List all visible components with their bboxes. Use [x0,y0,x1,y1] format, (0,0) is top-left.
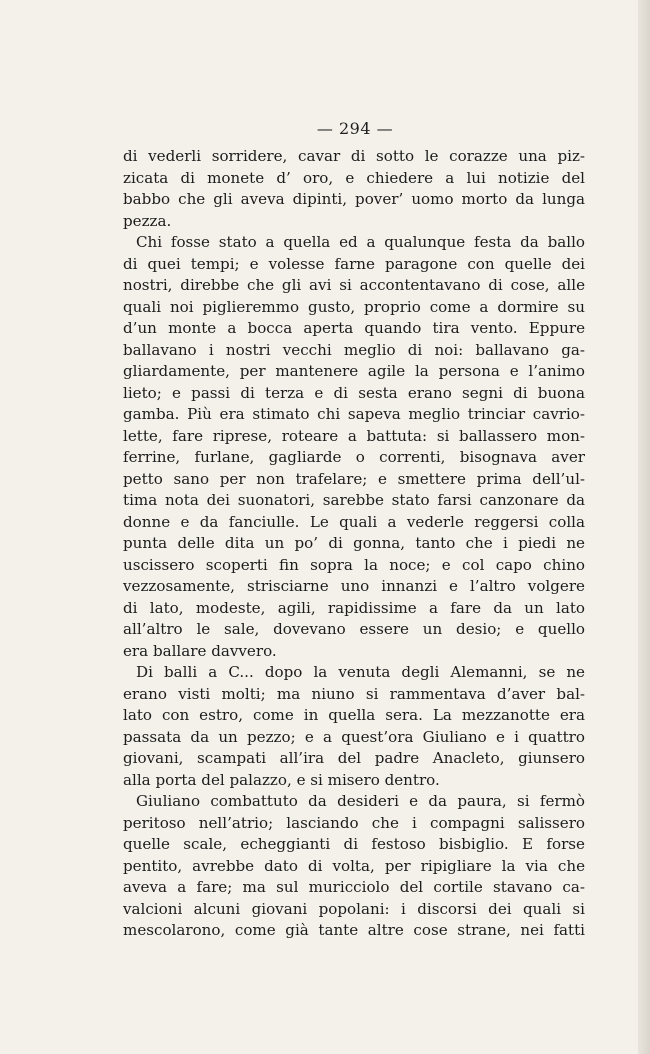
text-line: punta delle dita un po’ di gonna, tanto che i piedi ne [123,534,585,552]
text-line: ballavano i nostri vecchi meglio di noi: ballavano ga- [123,340,585,359]
text-line: erano visti molti; ma niuno si rammentava d’aver bal- [123,684,585,703]
text-line: lette, fare riprese, roteare a battuta: si ballassero mon- [123,426,585,445]
text-line: lieto; e passi di terza e di sesta erano segni di buona [123,383,585,402]
text-line: era ballare davvero. [123,641,277,660]
text-line: ferrine, furlane, gagliarde o correnti, bisognava aver [123,448,585,466]
text-line: quali noi piglieremmo gusto, proprio come a dormire su [123,297,585,316]
text-line: di quei tempi; e volesse farne paragone con quelle dei [123,254,585,273]
text-line: d’un monte a bocca aperta quando tira vento. Eppure [123,319,585,337]
text-line: babbo che gli aveva dipinti, pover’ uomo morto da lunga [123,190,585,208]
text-line: all’altro le sale, dovevano essere un desio; e quello [123,620,585,638]
text-line: passata da un pezzo; e a quest’ora Giuliano e i quattro [123,727,585,746]
text-line: lato con estro, come in quella sera. La mezzanotte era [123,706,585,724]
text-line: aveva a fare; ma sul muricciolo del cortile stavano ca- [123,878,585,896]
text-line: petto sano per non trafelare; e smettere prima dell’ul- [123,469,585,488]
text-line: uscissero scoperti fin sopra la noce; e col capo chino [123,555,585,574]
text-line: quelle scale, echeggianti di festoso bisbiglio. E forse [123,835,585,853]
text-line: alla porta del palazzo, e si misero dentro. [123,770,440,789]
page-number: — 294 — [316,119,394,138]
text-line: donne e da fanciulle. Le quali a vederle reggersi colla [123,512,585,531]
text-line: Di balli a C... dopo la venuta degli Alemanni, se ne [136,663,585,681]
text-line: gliardamente, per mantenere agile la persona e l’animo [123,362,585,380]
text-line: tima nota dei suonatori, sarebbe stato farsi canzonare da [123,491,585,509]
text-line: Chi fosse stato a quella ed a qualunque festa da ballo [136,233,585,251]
text-line: vezzosamente, strisciarne uno innanzi e l’altro volgere [123,577,585,595]
text-line: pentito, avrebbe dato di volta, per ripigliare la via che [123,856,585,875]
text-line: pezza. [123,211,172,230]
text-line: gamba. Più era stimato chi sapeva meglio trinciar cavrio- [123,405,585,423]
text-line: di lato, modeste, agili, rapidissime a fare da un lato [123,598,585,617]
text-line: Giuliano combattuto da desideri e da paura, si fermò [136,792,585,810]
text-line: mescolarono, come già tante altre cose strane, nei fatti [123,921,585,939]
text-line: giovani, scampati all’ira del padre Anacleto, giunsero [123,749,585,767]
text-line: nostri, direbbe che gli avi si accontentavano di cose, alle [123,276,585,294]
body-text [123,146,585,942]
text-line: di vederli sorridere, cavar di sotto le corazze una piz- [123,147,585,165]
text-line: peritoso nell’atrio; lasciando che i compagni salissero [123,813,585,832]
text-line: zicata di monete d’ oro, e chiedere a lui notizie del [123,168,585,187]
text-line: valcioni alcuni giovani popolani: i discorsi dei quali si [123,899,585,918]
